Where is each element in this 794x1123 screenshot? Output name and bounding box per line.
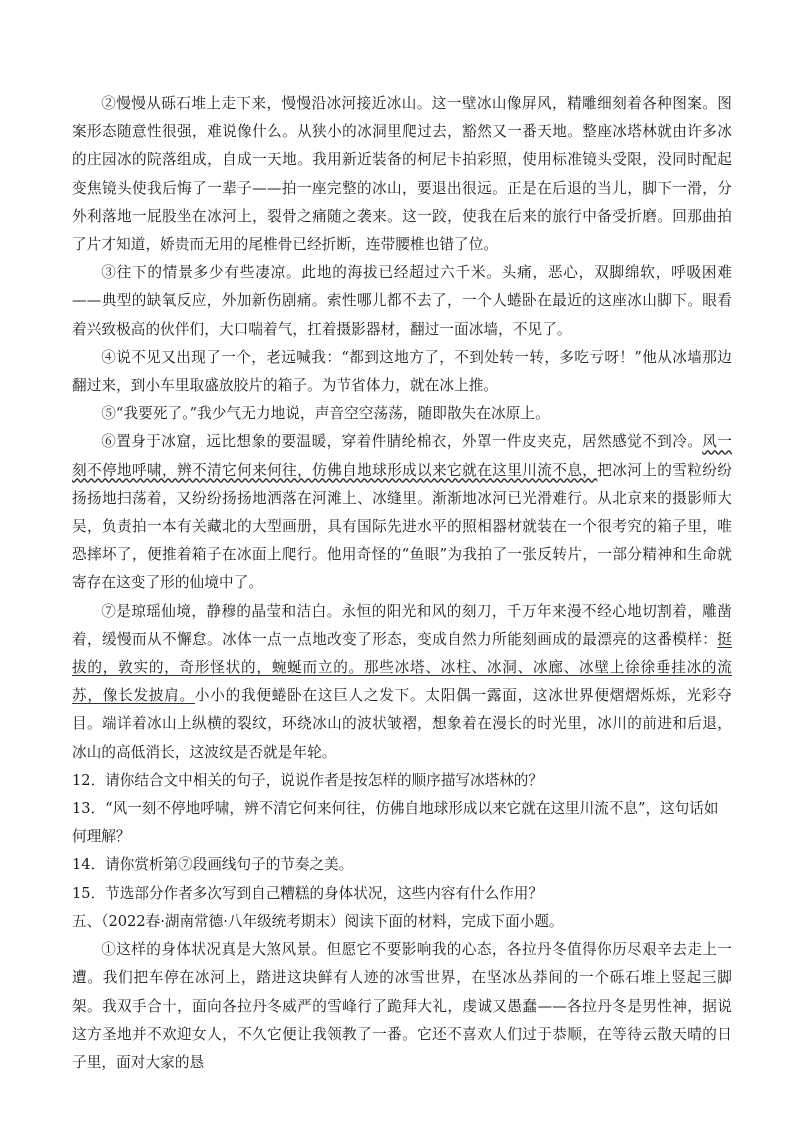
paragraph-7-underlined-sentence: 挺拔的，敦实的，奇形怪状的，蜿蜒而立的。那些冰塔、冰柱、冰洞、冰廊、冰壁上徐徐垂挂冰的流苏，像长发披肩。 [72, 630, 732, 705]
paragraph-3: ③往下的情景多少有些凄凉。此地的海拔已经超过六千米。头痛，恶心，双脚绵软，呼吸困难——典型的缺氧反应，外加新伤剧痛。索性哪儿都不去了，一个人蜷卧在最近的这座冰山脚下。眼看着兴致极高的伙伴们，大口喘着气，扛着摄影器材，翻过一面冰墙，不见了。 [72, 264, 732, 338]
question-15: 15．节选部分作者多次写到自己糟糕的身体状况，这些内容有什么作用？ [72, 884, 543, 902]
paragraph-6-wavy-underlined-sentence: 风一刻不停地呼啸，辨不清它何来何往，仿佛自地球形成以来它就在这里川流不息， [72, 433, 732, 479]
paragraph-6-rest: 把冰河上的雪粒纷纷扬扬地扫荡着，又纷纷扬扬地洒落在河滩上、冰缝里。渐渐地冰河已光滑难行。从北京来的摄影师大吴，负责拍一本有关藏北的大型画册，具有国际先进水平的照相器材就装在一个很考究的箱子里，唯恐摔坏了，便推着箱子在冰面上爬行。他用奇怪的“鱼眼”为我拍了一张反转片，一部分精神和生命就寄存在这变了形的仙境中了。 [72, 461, 732, 592]
document-page [72, 90, 732, 1077]
paragraph-4: ④说不见又出现了一个，老远喊我：“都到这地方了，不到处转一转，多吃亏呀！”他从冰墙那边翻过来，到小车里取盛放胶片的箱子。为节省体力，就在冰上推。 [72, 348, 732, 395]
paragraph-7-rest: 小小的我便蜷卧在这巨人之发下。太阳偶一露面，这冰世界便熠熠烁烁，光彩夺目。端详着冰山上纵横的裂纹，环绕冰山的波状皱褶，想象着在漫长的时光里，冰川的前进和后退，冰山的高低消长，这波纹是否就是年轮。 [72, 687, 732, 761]
paragraph-6 [72, 428, 732, 597]
paragraph-6-lead: ⑥置身于冰窟，远比想象的要温暖，穿着件腈纶棉衣，外罩一件皮夹克，居然感觉不到冷。 [101, 433, 703, 451]
paragraph-7 [72, 598, 732, 767]
paragraph-7-lead: ⑦是琼瑶仙境，静穆的晶莹和洁白。永恒的阳光和风的刻刀，千万年来漫不经心地切割着，雕凿着，缓慢而从不懈怠。冰体一点一点地改变了形态，变成自然力所能刻画成的最漂亮的这番模样： [72, 602, 732, 648]
question-13: 13．“风一刻不停地呼啸，辨不清它何来何往，仿佛自地球形成以来它就在这里川流不息”，这句话如何理解？ [72, 800, 719, 846]
section-5-heading: 五、（2022春·湖南常德·八年级统考期末）阅读下面的材料，完成下面小题。 [72, 912, 564, 930]
paragraph-2: ②慢慢从砾石堆上走下来，慢慢沿冰河接近冰山。这一壁冰山像屏风，精雕细刻着各种图案。图案形态随意性很强，难说像什么。从狭小的冰洞里爬过去，豁然又一番天地。整座冰塔林就由许多冰的庄园冰的院落组成，自成一天地。我用新近装备的柯尼卡拍彩照，使用标准镜头受限，没同时配起变焦镜头使我后悔了一辈子——拍一座完整的冰山，要退出很远。正是在后退的当儿，脚下一滑，分外利落地一屁股坐在冰河上，裂骨之痛随之袭来。这一跤，使我在后来的旅行中备受折磨。回那曲拍了片才知道，娇贵而无用的尾椎骨已经折断，连带腰椎也错了位。 [72, 95, 732, 254]
question-14: 14．请你赏析第⑦段画线句子的节奏之美。 [72, 856, 354, 874]
section-5-paragraph-1: ①这样的身体状况真是大煞风景。但愿它不要影响我的心态，各拉丹冬值得你历尽艰辛去走上一遭。我们把车停在冰河上，踏进这块鲜有人迹的冰雪世界，在坚冰丛莽间的一个砾石堆上竖起三脚架。我双手合十，面向各拉丹冬威严的雪峰行了跪拜大礼，虔诚又愚蠢——各拉丹冬是男性神，据说这方圣地并不欢迎女人，不久它便让我领教了一番。它还不喜欢人们过于恭顺，在等待云散天晴的日子里，面对大家的恳 [72, 941, 732, 1071]
paragraph-5: ⑤“我要死了。”我少气无力地说，声音空空荡荡，随即散失在冰原上。 [101, 405, 550, 423]
question-12: 12．请你结合文中相关的句子，说说作者是按怎样的顺序描写冰塔林的？ [72, 771, 543, 789]
